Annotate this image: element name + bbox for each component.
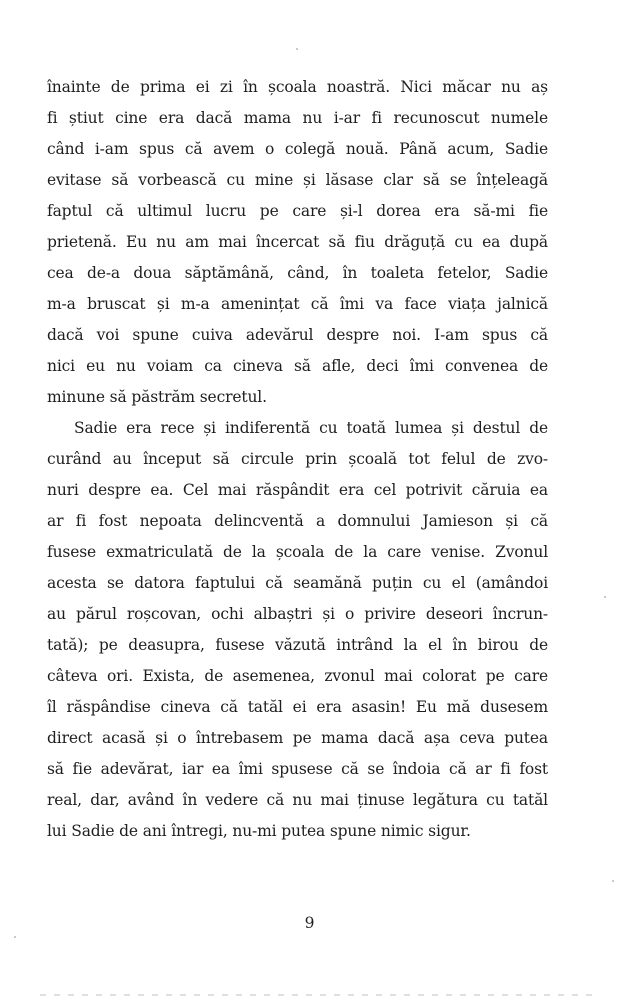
text-line: evitase să vorbească cu mine și lăsase clar să se înțeleagă xyxy=(47,171,548,189)
text-line: fi știut cine era dacă mama nu i-ar fi recunoscut numele xyxy=(47,109,548,127)
text-line: ar fi fost nepoata delincventă a domnului Jamieson și că xyxy=(47,512,548,530)
scan-speck xyxy=(14,936,16,938)
text-line: lui Sadie de ani întregi, nu-mi putea spune nimic sigur. xyxy=(47,822,471,840)
text-line: când i-am spus că avem o colegă nouă. Până acum, Sadie xyxy=(47,140,548,158)
paragraph-2 xyxy=(47,413,548,847)
text-line: acesta se datora faptului că seamănă puțin cu el (amândoi xyxy=(47,574,548,592)
text-line: cea de-a doua săptămână, când, în toaleta fetelor, Sadie xyxy=(47,264,548,282)
text-line: fusese exmatriculată de la școala de la care venise. Zvonul xyxy=(47,543,548,561)
text-line: faptul că ultimul lucru pe care și-l dorea era să-mi fie xyxy=(47,202,548,220)
scan-speck xyxy=(296,48,298,50)
text-line: au părul roșcovan, ochi albaștri și o privire deseori încrun- xyxy=(47,605,548,623)
scan-bottom-edge xyxy=(40,994,600,996)
text-line: curând au început să circule prin școală tot felul de zvo- xyxy=(47,450,548,468)
text-line: m-a bruscat și m-a amenințat că îmi va face viața jalnică xyxy=(47,295,548,313)
text-line: direct acasă și o întrebasem pe mama dacă așa ceva putea xyxy=(47,729,548,747)
text-line: nuri despre ea. Cel mai răspândit era cel potrivit căruia ea xyxy=(47,481,548,499)
text-line: îl răspândise cineva că tatăl ei era asasin! Eu mă dusesem xyxy=(47,698,548,716)
text-line: prietenă. Eu nu am mai încercat să fiu drăguță cu ea după xyxy=(47,233,548,251)
body-text xyxy=(47,72,548,847)
text-line: minune să păstrăm secretul. xyxy=(47,388,267,406)
paragraph-1 xyxy=(47,72,548,413)
text-line: nici eu nu voiam ca cineva să afle, deci îmi convenea de xyxy=(47,357,548,375)
text-line: să fie adevărat, iar ea îmi spusese că se îndoia că ar fi fost xyxy=(47,760,548,778)
text-line: dacă voi spune cuiva adevărul despre noi. I-am spus că xyxy=(47,326,548,344)
text-line: real, dar, având în vedere că nu mai ținuse legătura cu tatăl xyxy=(47,791,548,809)
text-line: tată); pe deasupra, fusese văzută intrând la el în birou de xyxy=(47,636,548,654)
text-line: Sadie era rece și indiferentă cu toată lumea și destul de xyxy=(74,419,548,437)
text-line: câteva ori. Exista, de asemenea, zvonul mai colorat pe care xyxy=(47,667,548,685)
text-line: înainte de prima ei zi în școala noastră. Nici măcar nu aș xyxy=(47,78,548,96)
page-number: 9 xyxy=(304,914,315,932)
scan-speck xyxy=(604,596,606,598)
scan-speck xyxy=(612,880,614,882)
